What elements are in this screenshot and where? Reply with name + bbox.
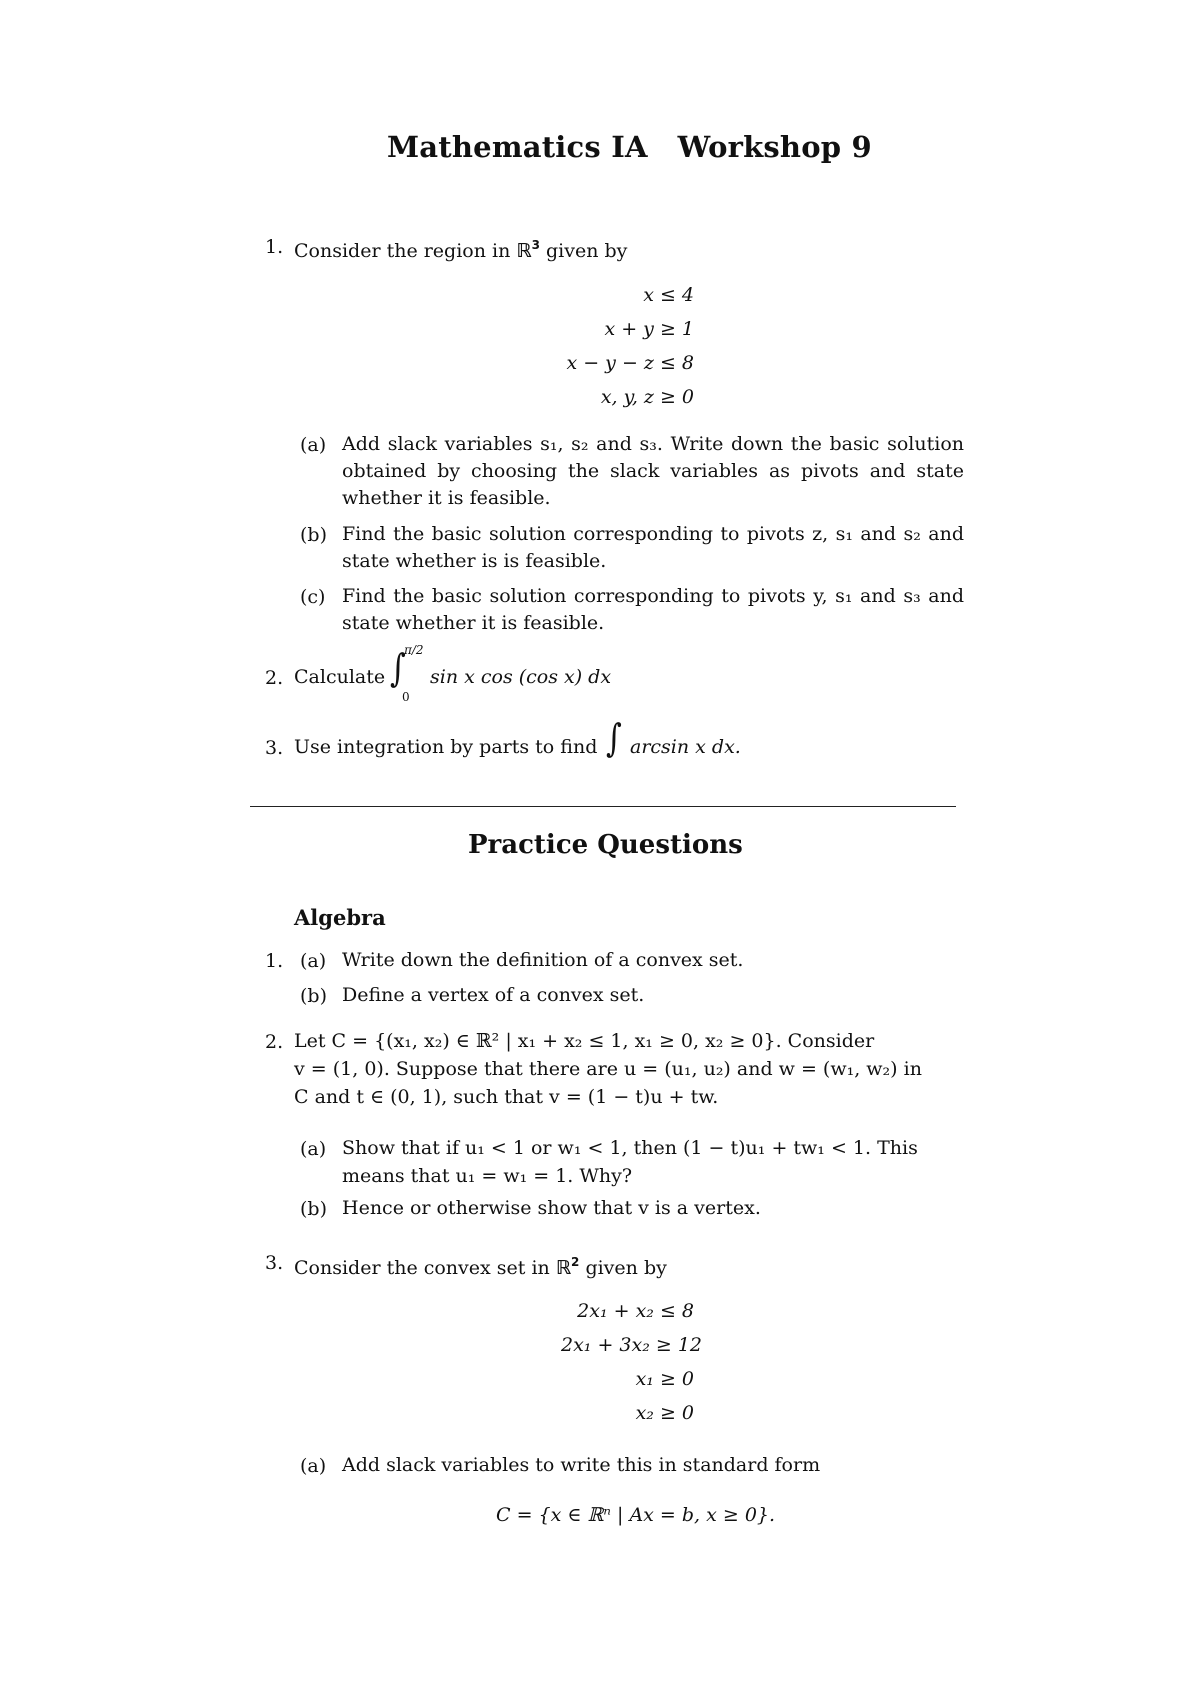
q1a-label: (a) <box>300 434 327 456</box>
q2-text: Calculate <box>294 666 386 688</box>
pq1a-text: Write down the definition of a convex set. <box>342 949 744 971</box>
pq1b-label: (b) <box>300 985 327 1007</box>
pq3-number: 3. <box>265 1252 284 1274</box>
q2-integral <box>388 643 628 708</box>
pq1-number: 1. <box>265 950 284 972</box>
q1b-text: Find the basic solution corresponding to pivots z, s₁ and s₂ and state whether is is feasible. <box>342 523 964 572</box>
q1-constraint-4: x, y, z ≥ 0 <box>600 386 694 408</box>
q1-number: 1. <box>265 236 284 258</box>
q1-constraint-1: x ≤ 4 <box>643 284 694 306</box>
q3-text: Use integration by parts to find <box>294 736 598 758</box>
q1-intro-post: given by <box>539 240 628 262</box>
integral-sign: ∫ <box>389 646 406 690</box>
pq2b-label: (b) <box>300 1198 327 1220</box>
pq3-intro <box>294 1249 667 1282</box>
q1c-label: (c) <box>300 586 326 608</box>
integral-lower-limit: 0 <box>402 690 410 704</box>
page-title <box>387 130 872 164</box>
q1-constraint-3: x − y − z ≤ 8 <box>566 352 694 374</box>
standard-form-equation: C = {x ∈ ℝⁿ | Ax = b, x ≥ 0}. <box>496 1504 776 1526</box>
q3-number: 3. <box>265 737 284 759</box>
title-course: Mathematics IA <box>387 130 648 164</box>
pq2a-line2: means that u₁ = w₁ = 1. Why? <box>342 1165 633 1187</box>
r2-symbol: ℝ$^2$ <box>555 1255 580 1279</box>
pq3-constraint-3: x₁ ≥ 0 <box>635 1368 694 1390</box>
pq1b-text: Define a vertex of a convex set. <box>342 984 645 1006</box>
pq3a-label: (a) <box>300 1455 327 1477</box>
pq2-number: 2. <box>265 1031 284 1053</box>
pq3-constraint-1: 2x₁ + x₂ ≤ 8 <box>577 1300 694 1322</box>
title-workshop: Workshop 9 <box>677 130 872 164</box>
pq3-constraint-4: x₂ ≥ 0 <box>635 1402 694 1424</box>
integral-upper-limit: π/2 <box>404 643 424 657</box>
q1a-text: Add slack variables s₁, s₂ and s₃. Write down the basic solution obtained by choosing the slack variables as pivots and state whether it is feasible. <box>342 433 964 509</box>
pq3-intro-pre: Consider the convex set in <box>294 1257 556 1279</box>
q2-integrand: sin x cos (cos x) dx <box>430 666 612 688</box>
q2-number: 2. <box>265 667 284 689</box>
integral-sign: ∫ <box>605 716 622 760</box>
section-divider <box>250 806 956 807</box>
q1-intro-pre: Consider the region in <box>294 240 517 262</box>
pq2-line1: Let C = {(x₁, x₂) ∈ ℝ² | x₁ + x₂ ≤ 1, x₁ ≥ 0, x₂ ≥ 0}. Consider <box>294 1030 875 1052</box>
pq3-intro-post: given by <box>579 1257 667 1279</box>
pq2-line2: v = (1, 0). Suppose that there are u = (u₁, u₂) and w = (w₁, w₂) in <box>294 1058 922 1080</box>
pq1a-label: (a) <box>300 950 327 972</box>
pq2b-line1: Hence or otherwise show that v is a vertex. <box>342 1197 761 1219</box>
q3-integral <box>604 716 764 772</box>
pq2a-label: (a) <box>300 1138 327 1160</box>
algebra-subheading: Algebra <box>294 905 386 930</box>
q1-intro <box>294 232 627 265</box>
q1b-label: (b) <box>300 524 327 546</box>
q3-integrand: arcsin x dx. <box>630 736 741 758</box>
pq3-constraint-2: 2x₁ + 3x₂ ≥ 12 <box>560 1334 702 1356</box>
practice-heading: Practice Questions <box>468 830 743 860</box>
pq2-line3: C and t ∈ (0, 1), such that v = (1 − t)u + tw. <box>294 1086 719 1108</box>
pq3a-text: Add slack variables to write this in standard form <box>342 1454 821 1476</box>
pq2a-line1: Show that if u₁ < 1 or w₁ < 1, then (1 − t)u₁ + tw₁ < 1. This <box>342 1137 918 1159</box>
r3-symbol: ℝ$^3$ <box>516 238 540 262</box>
q1-constraint-2: x + y ≥ 1 <box>604 318 694 340</box>
q1c-text: Find the basic solution corresponding to pivots y, s₁ and s₃ and state whether it is feasible. <box>342 585 964 634</box>
